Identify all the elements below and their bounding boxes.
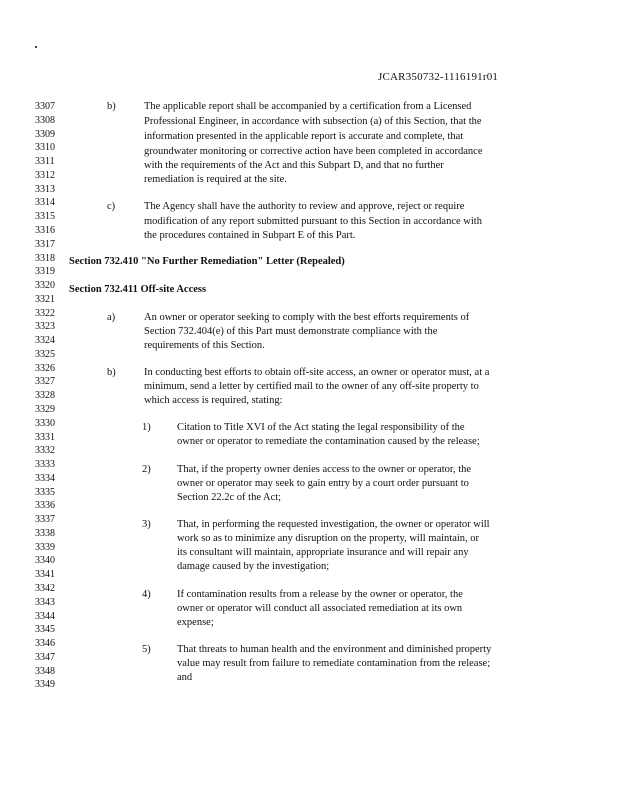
- body-line: the procedures contained in Subpart E of this Part.: [144, 230, 356, 241]
- item-1-label: 1): [142, 422, 151, 433]
- body-line: That, if the property owner denies access to the owner or operator, the: [177, 464, 472, 475]
- line-number: 3326: [35, 362, 55, 374]
- line-number: 3311: [35, 156, 55, 168]
- line-number: 3313: [35, 183, 55, 195]
- line-number: 3345: [35, 624, 55, 636]
- body-line: work so as to minimize any disruption on the property, will maintain, or: [177, 533, 480, 544]
- body-line: The Agency shall have the authority to review and approve, reject or require: [144, 201, 465, 212]
- body-line: In conducting best efforts to obtain off-site access, an owner or operator must, at a: [144, 367, 490, 378]
- line-number: 3337: [35, 514, 55, 526]
- line-number: 3330: [35, 417, 55, 429]
- subsection-b-label: b): [107, 101, 116, 112]
- line-number: 3320: [35, 280, 55, 291]
- section-heading-732-410: Section 732.410 "No Further Remediation" Letter (Repealed): [69, 256, 345, 267]
- line-number: 3323: [35, 321, 55, 333]
- line-number: 3338: [35, 527, 55, 539]
- body-line: damage caused by the investigation;: [177, 561, 330, 572]
- line-number: 3332: [35, 445, 55, 457]
- line-number: 3341: [35, 569, 55, 581]
- line-number: 3348: [35, 665, 55, 677]
- line-number: 3324: [35, 335, 55, 347]
- line-number: 3334: [35, 472, 55, 484]
- body-line: owner or operator will conduct all associated remediation at its own: [177, 603, 463, 614]
- body-line: information presented in the applicable report is accurate and complete, that: [144, 131, 464, 142]
- line-number: 3349: [35, 679, 55, 691]
- line-number: 3319: [35, 266, 55, 278]
- body-line: which access is required, stating:: [144, 395, 283, 406]
- body-line: expense;: [177, 617, 214, 628]
- line-number: 3314: [35, 197, 55, 209]
- line-number: 3346: [35, 638, 55, 649]
- line-number: 3312: [35, 169, 55, 181]
- body-line: Section 22.2c of the Act;: [177, 492, 282, 503]
- line-number: 3315: [35, 211, 55, 223]
- body-line: and: [177, 672, 193, 683]
- line-number: 3318: [35, 252, 55, 264]
- section-heading-732-411: Section 732.411 Off-site Access: [69, 284, 207, 295]
- line-number: 3343: [35, 596, 55, 608]
- body-line: modification of any report submitted pursuant to this Section in accordance with: [144, 216, 482, 227]
- line-number: 3344: [35, 610, 55, 622]
- line-number: 3317: [35, 238, 55, 250]
- line-number: 3331: [35, 431, 55, 443]
- body-line: That threats to human health and the environment and diminished property: [177, 644, 492, 655]
- line-number: 3336: [35, 500, 55, 512]
- line-number: 3328: [35, 390, 55, 402]
- body-line: its consultant will maintain, appropriate insurance and will repair any: [177, 547, 469, 558]
- body-line: groundwater monitoring or corrective action have been completed in accordance: [144, 146, 483, 157]
- item-4-label: 4): [142, 589, 151, 600]
- line-number: 3316: [35, 224, 55, 236]
- document-id-header: JCAR350732-1116191r01: [378, 71, 499, 83]
- item-2-label: 2): [142, 464, 151, 475]
- item-3-label: 3): [142, 519, 151, 530]
- body-line: If contamination results from a release by the owner or operator, the: [177, 589, 463, 600]
- subsection-c-label: c): [107, 201, 116, 212]
- subsection-b-label: b): [107, 367, 116, 378]
- line-number: 3333: [35, 459, 55, 470]
- line-number: 3340: [35, 555, 55, 567]
- item-5-label: 5): [142, 644, 151, 655]
- body-line: minimum, send a letter by certified mail to the owner of any off-site property to: [144, 381, 479, 392]
- line-number: 3329: [35, 403, 55, 415]
- line-number: 3322: [35, 307, 55, 319]
- body-line: That, in performing the requested investigation, the owner or operator will: [177, 519, 490, 530]
- line-number: 3325: [35, 348, 55, 360]
- line-number: 3347: [35, 651, 55, 663]
- line-number: 3310: [35, 142, 55, 154]
- line-number: 3342: [35, 583, 55, 594]
- body-line: The applicable report shall be accompanied by a certification from a Licensed: [144, 101, 472, 112]
- line-number: 3335: [35, 486, 55, 498]
- body-line: Professional Engineer, in accordance with subsection (a) of this Section, that the: [144, 116, 482, 127]
- body-line: Citation to Title XVI of the Act stating the legal responsibility of the: [177, 422, 465, 433]
- line-number: 3327: [35, 376, 55, 388]
- body-line: value may result from failure to remediate contamination from the release;: [177, 658, 491, 669]
- line-number: 3321: [35, 293, 55, 305]
- body-line: remediation is required at the site.: [144, 174, 287, 185]
- body-line: Section 732.404(e) of this Part must demonstrate compliance with the: [144, 326, 438, 337]
- body-line: An owner or operator seeking to comply with the best efforts requirements of: [144, 312, 470, 323]
- line-number: 3339: [35, 541, 55, 553]
- body-line: with the requirements of the Act and this Subpart D, and that no further: [144, 160, 444, 171]
- line-number: 3308: [35, 114, 55, 126]
- scan-speck: [35, 46, 37, 48]
- subsection-a-label: a): [107, 312, 116, 323]
- body-line: owner or operator may seek to gain entry by a court order pursuant to: [177, 478, 469, 489]
- line-number: 3307: [35, 101, 55, 112]
- line-number: 3309: [35, 128, 55, 140]
- body-line: owner or operator to remediate the contamination caused by the release;: [177, 436, 480, 447]
- body-line: requirements of this Section.: [144, 340, 265, 351]
